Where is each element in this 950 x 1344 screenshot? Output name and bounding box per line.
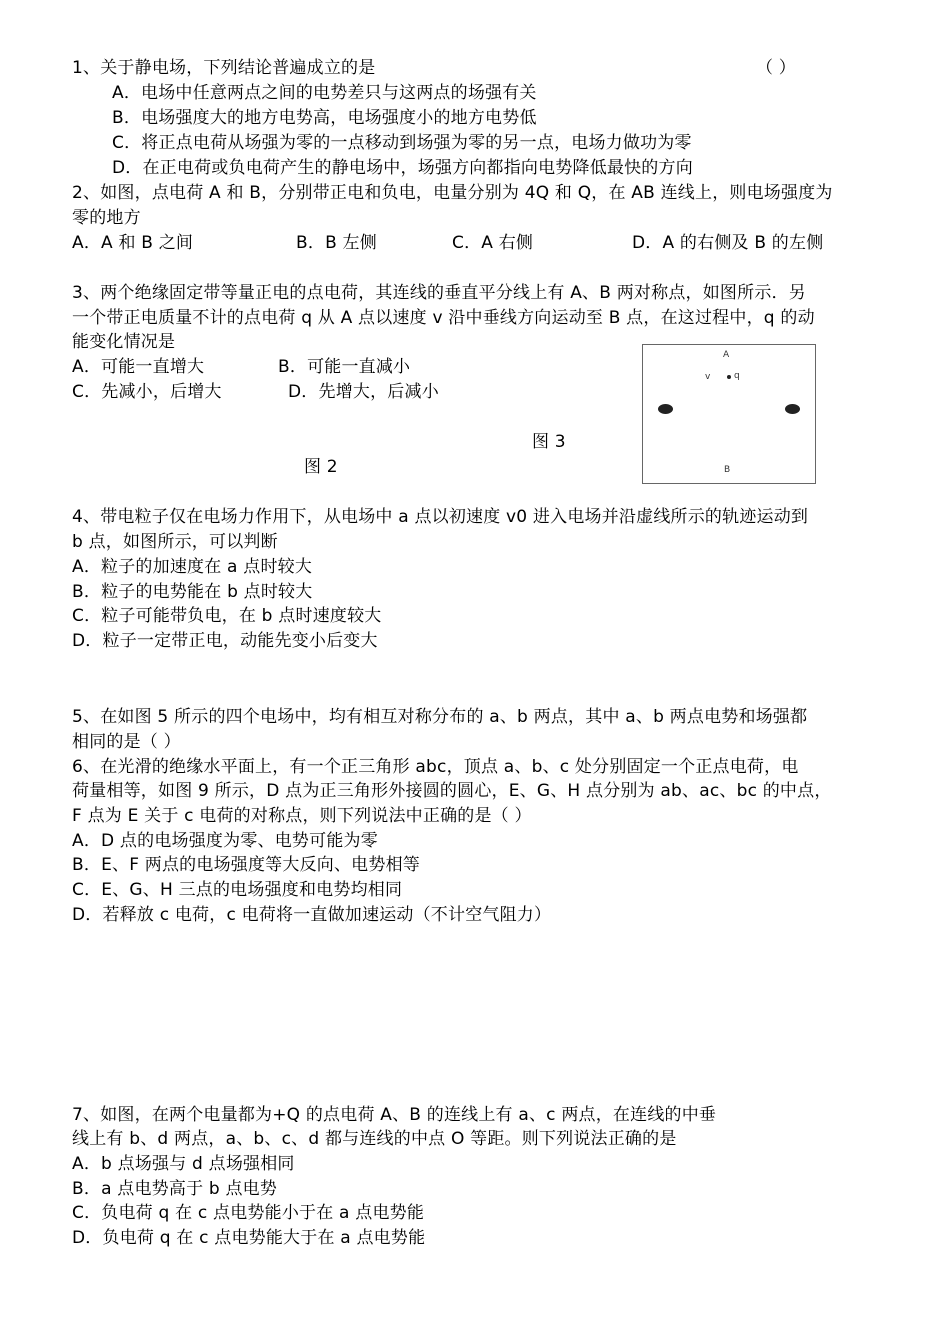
q6-option-c: C．E、G、H 三点的电场强度和电势均相同 xyxy=(72,880,403,900)
q7-option-d: D．负电荷 q 在 c 点电势能大于在 a 点电势能 xyxy=(72,1228,426,1248)
q4-stem-line1: 4、带电粒子仅在电场力作用下，从电场中 a 点以初速度 v0 进入电场并沿虚线所示的轨迹运动到 xyxy=(72,507,809,527)
q2-option-a: A．A 和 B 之间 xyxy=(72,233,194,253)
q3-option-a: A．可能一直增大 xyxy=(72,357,205,377)
q3-stem-line2: 一个带正电质量不计的点电荷 q 从 A 点以速度 v 沿中垂线方向运动至 B 点，在这过程中，q 的动 xyxy=(72,308,815,328)
q1-option-d: D．在正电荷或负电荷产生的静电场中，场强方向都指向电势降低最快的方向 xyxy=(112,158,693,178)
q3-stem-line1: 3、两个绝缘固定带等量正电的点电荷，其连线的垂直平分线上有 A、B 两对称点，如图所示．另 xyxy=(72,283,806,303)
figure-label-v: v xyxy=(705,372,711,382)
q4-option-d: D．粒子一定带正电，动能先变小后变大 xyxy=(72,631,378,651)
q7-option-a: A．b 点场强与 d 点场强相同 xyxy=(72,1154,295,1174)
q2-stem-line1: 2、如图，点电荷 A 和 B，分别带正电和负电，电量分别为 4Q 和 Q，在 AB 连线上，则电场强度为 xyxy=(72,183,833,203)
left-positive-charge xyxy=(658,404,673,414)
q3-stem-line3: 能变化情况是 xyxy=(72,332,176,352)
figure-label-q: q xyxy=(734,371,740,381)
q6-stem-line2: 荷量相等，如图 9 所示，D 点为正三角形外接圆的圆心，E、G、H 点分别为 ab、ac、bc 的中点， xyxy=(72,781,832,801)
q4-option-b: B．粒子的电势能在 b 点时较大 xyxy=(72,582,313,602)
q5-stem-line1: 5、在如图 5 所示的四个电场中，均有相互对称分布的 a、b 两点，其中 a、b 两点电势和场强都 xyxy=(72,707,808,727)
q6-option-a: A．D 点的电场强度为零、电势可能为零 xyxy=(72,831,378,851)
q7-stem-line1: 7、如图，在两个电量都为+Q 的点电荷 A、B 的连线上有 a、c 两点，在连线的中垂 xyxy=(72,1105,717,1125)
q6-stem-line3: F 点为 E 关于 c 电荷的对称点，则下列说法中正确的是（ ） xyxy=(72,806,532,826)
q2-option-b: B．B 左侧 xyxy=(296,233,377,253)
figure-2-caption: 图 2 xyxy=(304,457,338,477)
q4-option-a: A．粒子的加速度在 a 点时较大 xyxy=(72,557,313,577)
q4-stem-line2: b 点，如图所示，可以判断 xyxy=(72,532,278,552)
q1-option-a: A．电场中任意两点之间的电势差只与这两点的场强有关 xyxy=(112,83,537,103)
q7-option-b: B．a 点电势高于 b 点电势 xyxy=(72,1179,278,1199)
q7-option-c: C．负电荷 q 在 c 点电势能小于在 a 点电势能 xyxy=(72,1203,425,1223)
q6-stem-line1: 6、在光滑的绝缘水平面上，有一个正三角形 abc，顶点 a、b、c 处分别固定一个正点电荷，电 xyxy=(72,757,799,777)
q1-option-b: B．电场强度大的地方电势高，电场强度小的地方电势低 xyxy=(112,108,537,128)
figure-label-b: B xyxy=(724,465,731,475)
q3-option-d: D．先增大，后减小 xyxy=(288,382,439,402)
q2-stem-line2: 零的地方 xyxy=(72,208,141,228)
q3-figure xyxy=(642,344,816,484)
q5-stem-line2: 相同的是（ ） xyxy=(72,732,181,752)
q1-stem: 1、关于静电场，下列结论普遍成立的是 xyxy=(72,58,376,78)
q6-option-b: B．E、F 两点的电场强度等大反向、电势相等 xyxy=(72,855,420,875)
figure-3-caption: 图 3 xyxy=(532,432,566,452)
q4-option-c: C．粒子可能带负电，在 b 点时速度较大 xyxy=(72,606,382,626)
moving-charge-dot xyxy=(727,375,731,379)
q1-answer-paren: （ ） xyxy=(756,58,797,78)
right-positive-charge xyxy=(785,404,800,414)
q1-option-c: C．将正点电荷从场强为零的一点移动到场强为零的另一点，电场力做功为零 xyxy=(112,133,692,153)
q7-stem-line2: 线上有 b、d 两点，a、b、c、d 都与连线的中点 O 等距。则下列说法正确的是 xyxy=(72,1129,677,1149)
q6-option-d: D．若释放 c 电荷，c 电荷将一直做加速运动（不计空气阻力） xyxy=(72,905,552,925)
q3-option-c: C．先减小，后增大 xyxy=(72,382,222,402)
q3-option-b: B．可能一直减小 xyxy=(278,357,411,377)
q2-option-d: D．A 的右侧及 B 的左侧 xyxy=(632,233,824,253)
figure-label-a: A xyxy=(723,350,730,360)
q2-option-c: C．A 右侧 xyxy=(452,233,534,253)
